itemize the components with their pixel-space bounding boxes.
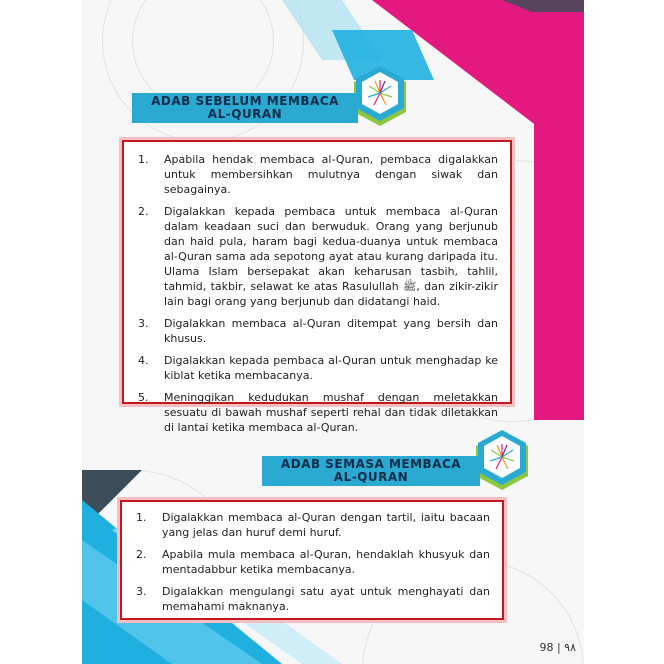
magenta-band-right xyxy=(534,120,584,420)
list-item: 2. Apabila mula membaca al-Quran, hendaklah khusyuk dan mentadabbur ketika membacanya. xyxy=(136,548,490,576)
section2-list xyxy=(136,510,490,614)
list-item: 1. Apabila hendak membaca al-Quran, pembaca digalakkan untuk membersihkan mulutnya dengan siwak dan sebagainya. xyxy=(138,153,498,196)
list-item: 3. Digalakkan mengulangi satu ayat untuk menghayati dan memahami maknanya. xyxy=(136,585,490,613)
section1-list xyxy=(138,152,498,435)
section2-banner xyxy=(262,456,480,486)
list-item: 5. Meninggikan kedudukan mushaf dengan meletakkan sesuatu di bawah mushaf seperti rehal dan tidak diletakkan di lantai ketika membaca al-Quran. xyxy=(138,391,498,434)
list-item: 1. Digalakkan membaca al-Quran dengan tartil, iaitu bacaan yang jelas dan huruf demi huruf. xyxy=(136,511,490,539)
list-item: 3. Digalakkan membaca al-Quran ditempat yang bersih dan khusus. xyxy=(138,317,498,345)
section1-content-box xyxy=(122,140,512,434)
book-page xyxy=(82,0,584,664)
section1-banner xyxy=(132,93,358,123)
section1-title-line2: AL-QURAN xyxy=(207,107,283,121)
list-item: 4. Digalakkan kepada pembaca al-Quran untuk menghadap ke kiblat ketika membacanya. xyxy=(138,354,498,382)
section2-content-box xyxy=(120,500,504,620)
hexagon-badge-icon xyxy=(472,428,532,494)
section2-title-line1: ADAB SEMASA MEMBACA xyxy=(280,457,462,471)
section2-title-line2: AL-QURAN xyxy=(333,470,409,484)
list-item: 2. Digalakkan kepada pembaca untuk membaca al-Quran dalam keadaan suci dan berwuduk. Orang yang berjunub dan haid pula, haram bagi kedua-duanya untuk membaca al-Quran sama ada sepotong ayat atau kurang daripada itu. Ulama Islam bersepakat akan keharusan tasbih, tahlil, tahmid, takbir, selawat ke atas Rasulullah ﷺ, dan zikir-zikir lain bagi orang yang berjunub dan didatangi haid. xyxy=(138,205,498,308)
page-number: 98 | ٩٨ xyxy=(539,641,576,654)
section1-title-line1: ADAB SEBELUM MEMBACA xyxy=(151,94,339,108)
hexagon-badge-icon xyxy=(350,64,410,130)
